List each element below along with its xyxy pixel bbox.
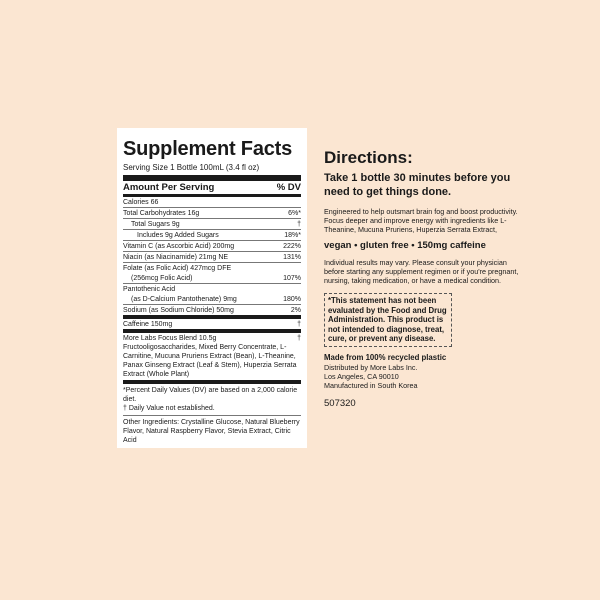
nutrient-row bbox=[123, 252, 301, 263]
directions-subtitle: Take 1 bottle 30 minutes before you need to get things done. bbox=[324, 172, 511, 198]
supplement-facts-table bbox=[123, 136, 301, 445]
nutrient-row bbox=[123, 273, 301, 284]
manufacture-origin: Manufactured in South Korea bbox=[324, 380, 418, 390]
facts-title: Supplement Facts bbox=[123, 138, 293, 160]
product-description: Engineered to help outsmart brain fog and boost productivity. Focus deeper and improve energy with ingredients like L-Theanine, Mucuna Pruriens, Huperzia Serrata Extract, bbox=[324, 207, 518, 234]
nutrient-name: Includes 9g Added Sugars bbox=[137, 231, 219, 239]
directions-section bbox=[324, 148, 524, 410]
caffeine-name: Caffeine 150mg bbox=[123, 320, 173, 328]
footnote-dv: *Percent Daily Values (DV) are based on a 2,000 calorie diet. bbox=[123, 387, 298, 403]
nutrient-name: Total Sugars 9g bbox=[131, 220, 180, 228]
nutrient-row bbox=[123, 241, 301, 252]
nutrient-name: Sodium (as Sodium Chloride) 50mg bbox=[123, 306, 234, 314]
nutrient-dv: 131% bbox=[283, 253, 301, 261]
nutrient-row bbox=[123, 230, 301, 241]
header-amount: Amount Per Serving bbox=[123, 182, 215, 193]
nutrient-name: Pantothenic Acid bbox=[123, 285, 176, 293]
nutrient-row bbox=[123, 219, 301, 230]
nutrient-dv: 107% bbox=[283, 274, 301, 282]
serving-size: Serving Size 1 Bottle 100mL (3.4 fl oz) bbox=[123, 163, 301, 181]
fda-disclaimer: *This statement has not been evaluated by the Food and Drug Administration. This product is not intended to diagnose, treat, cure, or prevent any disease. bbox=[324, 293, 452, 347]
blend-dv: † bbox=[297, 335, 301, 342]
warning-text: Individual results may vary. Please consult your physician before starting any supplement regimen or if you're pregnant, nursing, taking medication, or have a medical condition. bbox=[324, 258, 519, 285]
blend-name: More Labs Focus Blend 10.5g bbox=[123, 335, 217, 342]
calories-label: Calories 66 bbox=[123, 198, 159, 206]
nutrient-row bbox=[123, 294, 301, 305]
nutrient-dv: 18%* bbox=[284, 231, 301, 239]
nutrient-dv: 222% bbox=[283, 242, 301, 250]
nutrient-row bbox=[123, 284, 301, 294]
nutrient-name: Folate (as Folic Acid) 427mcg DFE bbox=[123, 264, 232, 272]
nutrient-dv: 6%* bbox=[288, 209, 301, 217]
distributor-address: Los Angeles, CA 90010 bbox=[324, 371, 399, 381]
caffeine-row bbox=[123, 319, 301, 333]
blend-ingredients: Fructooligosaccharides, Mixed Berry Concentrate, L-Carnitine, Mucuna Pruriens Extract (Bean), L-Theanine, Panax Ginseng Extract (Leaf & Stem), Huperzia Serrata Extract (Whole Plant) bbox=[123, 344, 297, 378]
nutrient-name: Total Carbohydrates 16g bbox=[123, 209, 200, 217]
nutrient-name: Vitamin C (as Ascorbic Acid) 200mg bbox=[123, 242, 235, 250]
nutrient-name: Niacin (as Niacinamide) 21mg NE bbox=[123, 253, 229, 261]
other-ingredients: Other Ingredients: Crystalline Glucose, Natural Blueberry Flavor, Natural Raspberry Flavor, Stevia Extract, Citric Acid bbox=[123, 419, 300, 444]
directions-title: Directions: bbox=[324, 148, 413, 167]
supplement-facts-panel bbox=[117, 128, 307, 448]
nutrient-dv: 2% bbox=[290, 306, 301, 314]
nutrient-row bbox=[123, 263, 301, 273]
proprietary-blend bbox=[123, 333, 301, 384]
nutrient-name: (256mcg Folic Acid) bbox=[131, 274, 193, 282]
recycled-note: Made from 100% recycled plastic bbox=[324, 352, 447, 362]
footnote-dagger: † Daily Value not established. bbox=[123, 405, 215, 412]
caffeine-dv: † bbox=[297, 320, 301, 328]
facts-footnotes bbox=[123, 384, 301, 416]
distributor-line: Distributed by More Labs Inc. bbox=[324, 362, 418, 372]
nutrient-dv: † bbox=[297, 220, 301, 228]
product-code: 507320 bbox=[324, 397, 356, 409]
nutrient-name: (as D-Calcium Pantothenate) 9mg bbox=[131, 295, 237, 303]
nutrient-row bbox=[123, 305, 301, 319]
nutrient-dv: 180% bbox=[283, 295, 301, 303]
product-tagline: vegan • gluten free • 150mg caffeine bbox=[324, 240, 486, 251]
facts-header bbox=[123, 181, 301, 197]
calories-row bbox=[123, 197, 301, 208]
header-dv: % DV bbox=[276, 182, 301, 193]
nutrient-row bbox=[123, 208, 301, 219]
